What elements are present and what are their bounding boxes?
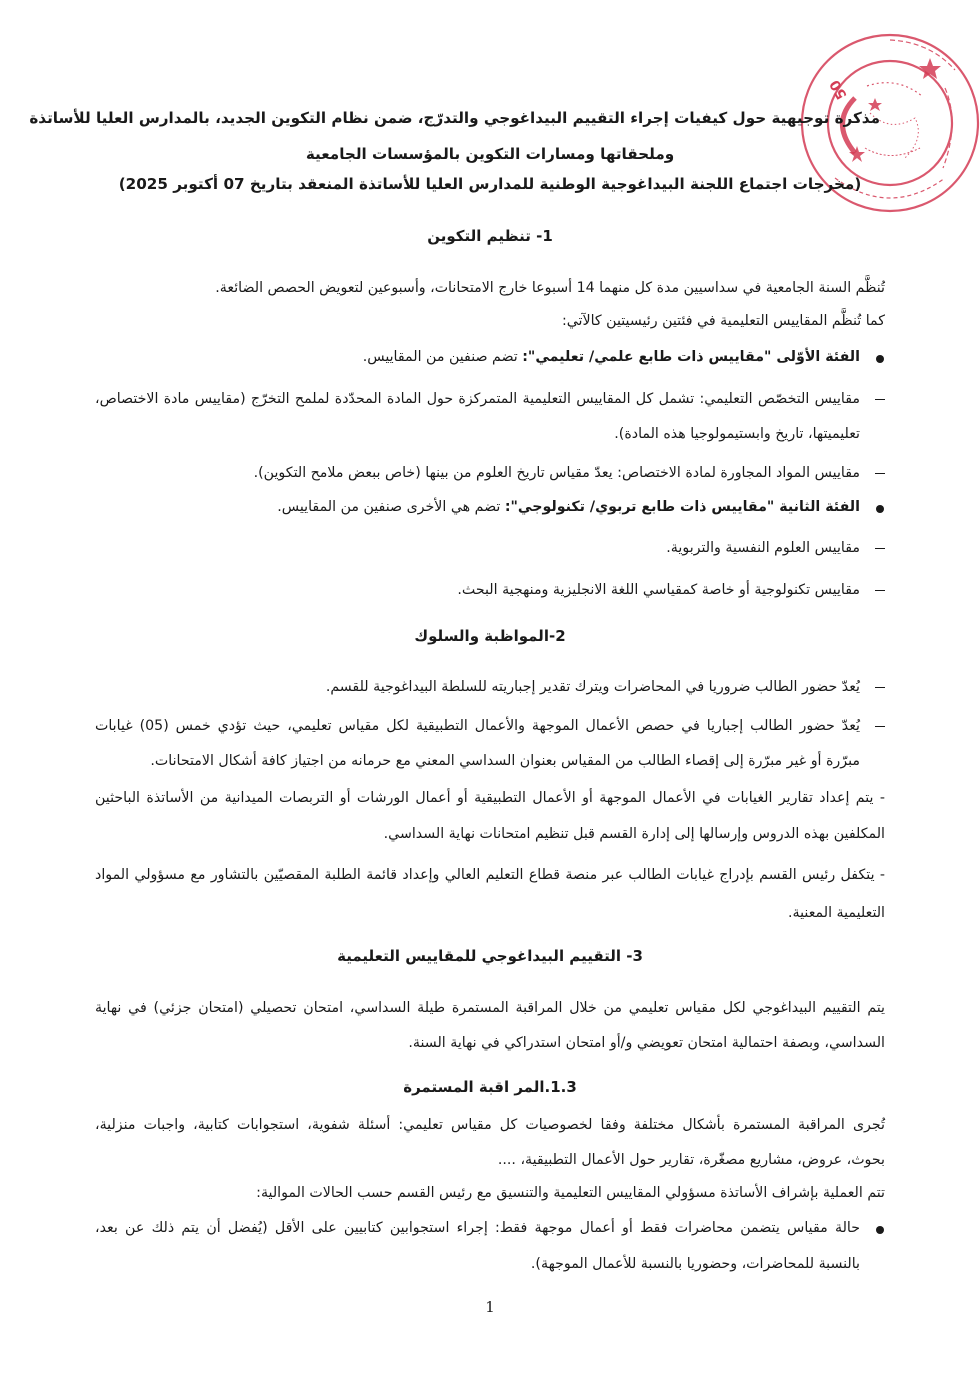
- section-1-paragraph-1: تُنظَّم السنة الجامعية في سداسيين مدة كل منهما 14 أسبوعا خارج الامتحانات، وأسبوعين لتعويض الحصص الضائعة.: [215, 280, 885, 296]
- case-lectures-only-line-2: بالنسبة للمحاضرات، وحضوريا بالنسبة للأعمال الموجهة).: [530, 1256, 860, 1272]
- attendance-lectures-item: يُعدّ حضور الطالب ضروريا في المحاضرات ويترك تقدير إجباريته للسلطة البيداغوجية للقسم.: [325, 679, 860, 695]
- section-3-heading: 3- التقييم البيداغوجي للمقاييس التعليمية: [337, 947, 643, 965]
- section-1-paragraph-2: كما تُنظَّم المقاييس التعليمية في فئتين رئيسيتين كالآتي:: [561, 313, 885, 329]
- evaluation-paragraph-line-1: يتم التقييم البيداغوجي لكل مقياس تعليمي من خلال المراقبة المستمرة طيلة السداسي، امتحان تحصيلي (امتحان جزئي) في نهاية: [95, 1000, 885, 1016]
- list-item-specialty-line-2: تعليميتها، تاريخ وابستيمولوجيا هذه المادة).: [614, 426, 860, 442]
- page-number: 1: [485, 1298, 495, 1316]
- category-1-title: الفئة الأوّلى "مقاييس ذات طابع علمي/ تعليمي":: [522, 349, 860, 365]
- continuous-assessment-line-2: بحوث، عروض، مشاريع مصغّرة، تقارير حول الأعمال التطبيقية، ....: [497, 1152, 885, 1168]
- continuous-assessment-line-1: تُجرى المراقبة المستمرة بأشكال مختلفة وفقا لخصوصيات كل مقياس تعليمي: أسئلة شفوية، استجوابات كتابية، واجبات منزلية،: [95, 1117, 885, 1133]
- svg-text:50: 50: [826, 76, 851, 102]
- bullet-icon: [876, 505, 884, 513]
- list-item-technology: مقاييس تكنولوجية أو خاصة كمقياسي اللغة الانجليزية ومنهجية البحث.: [457, 582, 860, 598]
- category-2-description: تضم هي الأخرى صنفين من المقاييس.: [277, 499, 505, 515]
- dash-icon: [875, 687, 885, 688]
- document-title-line-2: وملحقاتها ومسارات التكوين بالمؤسسات الجامعية: [305, 145, 675, 163]
- category-2-item: [95, 497, 860, 517]
- document-title-line-3: (مخرجات اجتماع اللجنة البيداغوجية الوطنية للمدارس العليا للأساتذة المنعقد بتاريخ 07 أكتوبر 2025): [118, 175, 862, 193]
- department-head-line-1: - يتكفل رئيس القسم بإدراج غيابات الطالب عبر منصة قطاع التعليم العالي وإعداد قائمة الطلبة المقصيّين بالتشاور مع مسؤولي المواد: [95, 867, 885, 883]
- dash-icon: [875, 726, 885, 727]
- dash-icon: [875, 548, 885, 549]
- case-lectures-only-line-1: حالة مقياس يتضمن محاضرات فقط أو أعمال موجهة فقط: إجراء استجوابين كتابيين على الأقل (يُفضل أن يتم ذلك عن بعد،: [95, 1220, 860, 1236]
- document-title-line-1: مذكرة توجيهية حول كيفيات إجراء التقييم البيداغوجي والتدرّج، ضمن نظام التكوين الجديد، بالمدارس العليا للأساتذة: [29, 109, 880, 127]
- supervision-paragraph: تتم العملية بإشراف الأساتذة مسؤولي المقاييس التعليمية والتنسيق مع رئيس القسم حسب الحالات الموالية:: [256, 1185, 885, 1201]
- evaluation-paragraph-line-2: السداسي، وبصفة احتمالية امتحان تعويضي و/أو امتحان استدراكي في نهاية السنة.: [408, 1035, 885, 1051]
- list-item-adjacent-subjects: مقاييس المواد المجاورة لمادة الاختصاص: يعدّ مقياس تاريخ العلوم من بينها (خاص ببعض ملامح التكوين).: [253, 465, 860, 481]
- absence-reports-line-2: المكلفين بهذه الدروس وإرسالها إلى إدارة القسم قبل تنظيم امتحانات نهاية السداسي.: [383, 826, 885, 842]
- attendance-tutorials-line-2: مبرّرة أو غير مبرّرة إلى إقصاء الطالب من المقياس بعنوان السداسي المعني مع حرمانه من اجتياز كافة أشكال الامتحانات.: [150, 753, 860, 769]
- absence-reports-line-1: - يتم إعداد تقارير الغيابات في الأعمال الموجهة أو الأعمال التطبيقية أو أعمال الورشات أو التربصات الميدانية من الأساتذة الباحثين: [95, 790, 885, 806]
- subsection-3-1-heading: 1.3.المر اقبة المستمرة: [403, 1078, 577, 1096]
- category-1-item: [95, 347, 860, 367]
- section-1-heading: 1- تنظيم التكوين: [427, 227, 553, 245]
- department-head-line-2: التعليمية المعنية.: [788, 905, 885, 921]
- bullet-icon: [876, 355, 884, 363]
- dash-icon: [875, 473, 885, 474]
- list-item-specialty-line-1: مقاييس التخصّص التعليمي: تشمل كل المقاييس التعليمية المتمركزة حول المادة المحدّدة لملمح التخرّج (مقاييس مادة الاختصاص،: [95, 391, 860, 407]
- section-2-heading: 2-المواظبة والسلوك: [414, 627, 566, 645]
- list-item-psychology: مقاييس العلوم النفسية والتربوية.: [666, 540, 860, 556]
- dash-icon: [875, 399, 885, 400]
- dash-icon: [875, 590, 885, 591]
- category-2-title: الفئة الثانية "مقاييس ذات طابع تربوي/ تكنولوجي":: [504, 499, 860, 515]
- category-1-description: تضم صنفين من المقاييس.: [362, 349, 523, 365]
- attendance-tutorials-line-1: يُعدّ حضور الطالب إجباريا في حصص الأعمال الموجهة والأعمال التطبيقية لكل مقياس تعليمي، حيث تؤدي خمس (05) غيابات: [95, 718, 860, 734]
- bullet-icon: [876, 1226, 884, 1234]
